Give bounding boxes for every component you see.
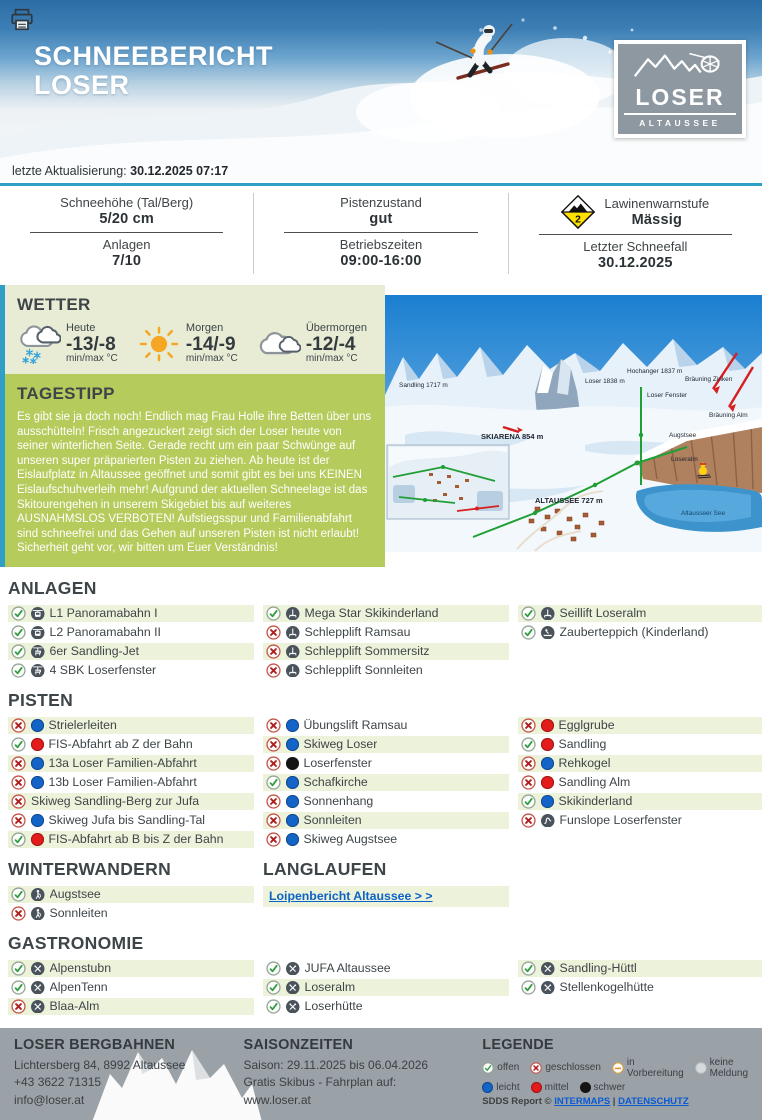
legend-title: LEGENDE	[482, 1036, 554, 1053]
closed-icon	[266, 737, 281, 752]
tagestipp-text: Es gibt sie ja doch noch! Endlich mag Frau Holle ihre Betten über uns ausschütteln! Frisch angezuckert zeigt sich der Loser heute von seiner winterlichen Seite. Gerade recht um ein paar Schwünge auf unseren super präparierten Pisten zu ziehen. Ab heute ist der Eislaufplatz in Altaussee geöffnet und somit gibt es bei uns KEINEN Eislaufschuhverleih mehr! Aufgrund der aktuellen Schneelage ist das Skitourengehen in unserem Skigebiet bis auf weiteres AUSNAHMSLOS VERBOTEN! Aufstiegsspur und Familienabfahrt sind schneefrei und das Gehen auf unseren Pisten ist nicht erlaubt! Sicherheit geht vor, wir bitten um Euer Verständnis!	[17, 410, 372, 555]
forecast-day-label: Morgen	[185, 322, 224, 334]
slope-row	[8, 736, 254, 753]
lift-name: Mega Star Skikinderland	[304, 606, 439, 621]
closed-icon	[11, 794, 26, 809]
difficulty-dot	[286, 738, 299, 751]
forecast-item	[137, 323, 238, 365]
ski-map	[385, 295, 762, 567]
logo-mountain-gondola-icon	[632, 48, 728, 80]
closed-icon	[11, 718, 26, 733]
legend-item	[612, 1057, 684, 1079]
forecast-temperature: -12/-4	[305, 333, 356, 355]
lift-name: Schlepplift Sommersitz	[304, 644, 430, 659]
map-label-altaussee: ALTAUSSEE 727 m	[535, 496, 603, 505]
chairlift-icon	[31, 664, 45, 678]
difficulty-dot	[31, 719, 44, 732]
difficulty-dot	[541, 719, 554, 732]
slope-name: Sonnleiten	[303, 813, 362, 828]
legend-item	[531, 1082, 569, 1093]
slope-condition-value: gut	[369, 211, 393, 227]
difficulty-dot	[286, 719, 299, 732]
open-icon	[11, 980, 26, 995]
difficulty-dot	[286, 776, 299, 789]
food-icon	[541, 962, 555, 976]
tagestipp-panel	[5, 374, 385, 567]
sun-icon	[137, 324, 181, 364]
legend-difficulty-row	[482, 1082, 748, 1093]
info-bar	[0, 186, 762, 283]
trail-row	[8, 886, 254, 903]
restaurant-row	[8, 960, 254, 977]
open-icon	[266, 980, 281, 995]
lift-name: L1 Panoramabahn I	[49, 606, 158, 621]
legend-item	[580, 1082, 626, 1093]
open-icon	[11, 663, 26, 678]
slope-name: Skiweg Jufa bis Sandling-Tal	[48, 813, 206, 828]
lift-name: Seillift Loseralm	[559, 606, 647, 621]
restaurant-name: Stellenkogelhütte	[559, 980, 654, 995]
food-icon	[286, 962, 300, 976]
closed-icon	[521, 813, 536, 828]
forecast-temperature: -13/-8	[66, 333, 116, 355]
open-icon	[521, 606, 536, 621]
closed-icon	[266, 756, 281, 771]
slope-name: Sonnenhang	[303, 794, 374, 809]
map-label-loser: Loser 1838 m	[585, 378, 625, 385]
company-title: LOSER BERGBAHNEN	[14, 1036, 176, 1053]
map-label-braeuning-zinken: Bräuning Zinken	[685, 376, 733, 383]
slope-name: Schafkirche	[303, 775, 368, 790]
forecast-day-label: Übermorgen	[305, 322, 367, 334]
lift-name: Schlepplift Sonnleiten	[304, 663, 423, 678]
footer-credits: SDDS Report © INTERMAPS | DATENSCHUTZ	[482, 1095, 689, 1107]
closed-icon	[266, 794, 281, 809]
difficulty-dot	[286, 814, 299, 827]
datenschutz-link[interactable]: DATENSCHUTZ	[618, 1095, 689, 1107]
footer-season	[244, 1037, 483, 1109]
food-icon	[286, 981, 300, 995]
nomsg-icon	[695, 1062, 707, 1074]
weather-panel	[5, 285, 385, 374]
divider	[30, 232, 223, 233]
footer-legend	[482, 1037, 748, 1109]
lift-name: L2 Panoramabahn II	[49, 625, 161, 640]
slope-name: Skikinderland	[558, 794, 633, 809]
open-icon	[521, 961, 536, 976]
open-icon	[11, 832, 26, 847]
tbar-icon	[286, 645, 300, 659]
legend-label: leicht	[496, 1081, 520, 1093]
difficulty-dot	[541, 776, 554, 789]
legend-label: geschlossen	[545, 1062, 601, 1074]
title-line-2: LOSER	[34, 69, 130, 100]
closed-icon	[11, 906, 26, 921]
lift-name: Zauberteppich (Kinderland)	[559, 625, 709, 640]
slope-name: 13b Loser Familien-Abfahrt	[48, 775, 197, 790]
closed-icon	[11, 756, 26, 771]
info-col-avalanche	[508, 193, 762, 274]
map-label-loseralm: Loseralm	[671, 456, 698, 463]
last-updated: letzte Aktualisierung: 30.12.2025 07:17	[12, 164, 229, 178]
slope-row	[518, 774, 762, 791]
lifts-open-label: Anlagen	[102, 237, 151, 252]
left-column	[0, 285, 385, 567]
preparing-icon	[612, 1062, 624, 1074]
legend-label: in Vorbereitung	[626, 1056, 684, 1079]
company-email: info@loser.at	[14, 1092, 85, 1107]
title-line-1: SCHNEEBERICHT	[34, 41, 274, 71]
snow-depth-value: 5/20 cm	[99, 211, 154, 227]
difficulty-dot	[541, 795, 554, 808]
last-snowfall-value: 30.12.2025	[598, 255, 673, 271]
restaurant-name: Loseralm	[304, 980, 356, 995]
closed-icon	[266, 625, 281, 640]
lifts-open-value: 7/10	[112, 253, 142, 269]
slope-row	[8, 755, 254, 772]
slope-row	[263, 812, 509, 829]
closed-icon	[521, 775, 536, 790]
slope-name: Rehkogel	[558, 756, 611, 771]
page-title	[34, 42, 273, 100]
open-icon	[266, 961, 281, 976]
weather-title: WETTER	[17, 295, 91, 314]
divider	[284, 232, 477, 233]
avalanche-level-icon	[561, 195, 595, 229]
lift-row	[263, 605, 509, 622]
section-anlagen	[0, 578, 762, 679]
restaurant-row	[8, 998, 254, 1015]
season-skibus: Gratis Skibus - Fahrplan auf:	[243, 1075, 397, 1090]
closed-icon	[266, 644, 281, 659]
avalanche-label: Lawinenwarnstufe	[604, 196, 710, 211]
legend-item	[482, 1082, 519, 1093]
difficulty-dot	[31, 814, 44, 827]
map-label-braeuning-alm: Bräuning Alm	[709, 412, 748, 419]
slope-row	[263, 717, 509, 734]
slope-name: 13a Loser Familien-Abfahrt	[48, 756, 197, 771]
restaurant-name: AlpenTenn	[49, 980, 108, 995]
restaurant-name: Sandling-Hüttl	[559, 961, 637, 976]
winterwandern-block	[8, 848, 254, 922]
legend-label: offen	[497, 1062, 520, 1074]
difficulty-dot	[286, 833, 299, 846]
lift-row	[518, 624, 762, 641]
open-icon	[521, 980, 536, 995]
food-icon	[541, 981, 555, 995]
langlaufen-title: LANGLAUFEN	[263, 858, 387, 879]
difficulty-dot	[31, 738, 44, 751]
operating-hours-label: Betriebszeiten	[339, 237, 423, 252]
difficulty-dot	[580, 1082, 591, 1093]
tbar-icon	[286, 664, 300, 678]
closed-icon	[530, 1062, 542, 1074]
restaurant-row	[263, 960, 509, 977]
slope-row	[518, 812, 762, 829]
slope-row	[263, 736, 509, 753]
open-icon	[266, 999, 281, 1014]
tagestipp-title: TAGESTIPP	[17, 383, 115, 403]
difficulty-dot	[482, 1082, 493, 1093]
restaurant-name: Alpenstubn	[49, 961, 112, 976]
slope-name: FIS-Abfahrt ab B bis Z der Bahn	[48, 832, 224, 847]
company-phone: +43 3622 71315	[14, 1075, 102, 1090]
footer	[0, 1028, 762, 1120]
pisten-grid	[8, 717, 754, 848]
slope-row	[518, 793, 762, 810]
legend-label: keine Meldung	[709, 1056, 748, 1079]
funslope-icon	[541, 814, 555, 828]
slope-name: Loserfenster	[303, 756, 372, 771]
forecast-unit: min/max °C	[66, 353, 118, 365]
logo-subtitle: ALTAUSSEE	[624, 113, 736, 128]
loipenbericht-link[interactable]: Loipenbericht Altaussee > >	[269, 889, 433, 904]
closed-icon	[266, 813, 281, 828]
lift-row	[8, 643, 254, 660]
operating-hours-value: 09:00-16:00	[340, 253, 422, 269]
closed-icon	[521, 756, 536, 771]
restaurant-row	[518, 979, 762, 996]
difficulty-dot	[531, 1082, 542, 1093]
tbar-icon	[286, 626, 300, 640]
open-icon	[266, 775, 281, 790]
section-pisten	[0, 690, 762, 848]
forecast-item	[257, 323, 367, 365]
difficulty-dot	[31, 833, 44, 846]
difficulty-dot	[541, 738, 554, 751]
closed-icon	[521, 718, 536, 733]
trail-name: Sonnleiten	[49, 906, 108, 921]
restaurant-row	[263, 998, 509, 1015]
last-snowfall-label: Letzter Schneefall	[583, 239, 688, 254]
gondola-icon	[31, 607, 45, 621]
slope-row	[263, 755, 509, 772]
slope-row	[8, 717, 254, 734]
open-icon	[11, 606, 26, 621]
legend-item	[695, 1057, 748, 1079]
logo-name: LOSER	[635, 84, 725, 110]
slope-name: Strielerleiten	[48, 718, 117, 733]
forecast-day-label: Heute	[66, 322, 96, 334]
cloud-icon	[257, 324, 301, 364]
food-icon	[31, 981, 45, 995]
slope-name: Sandling Alm	[558, 775, 631, 790]
hiker-icon	[31, 907, 45, 921]
winterwandern-list	[8, 886, 254, 922]
open-icon	[521, 794, 536, 809]
difficulty-dot	[541, 757, 554, 770]
tbar-icon	[541, 607, 555, 621]
closed-icon	[266, 663, 281, 678]
info-col-slopes	[253, 193, 507, 274]
open-icon	[11, 737, 26, 752]
main-row	[0, 285, 762, 567]
legend-item	[530, 1062, 601, 1074]
open-icon	[482, 1062, 494, 1074]
gastronomie-title: GASTRONOMIE	[8, 932, 144, 953]
slope-row	[8, 812, 254, 829]
lift-name: 6er Sandling-Jet	[49, 644, 140, 659]
lift-row	[8, 624, 254, 641]
season-dates: Saison: 29.11.2025 bis 06.04.2026	[243, 1057, 429, 1072]
map-label-lake: Altausseer See	[681, 510, 726, 517]
slope-row	[8, 774, 254, 791]
food-icon	[286, 1000, 300, 1014]
slope-name: Egglgrube	[558, 718, 615, 733]
open-icon	[266, 606, 281, 621]
print-button[interactable]	[9, 8, 35, 32]
lift-row	[263, 643, 509, 660]
ski-map-image	[385, 295, 762, 552]
open-icon	[11, 961, 26, 976]
slope-name: Sandling	[558, 737, 607, 752]
legend-item	[482, 1062, 519, 1074]
closed-icon	[11, 813, 26, 828]
slope-row	[263, 793, 509, 810]
printer-icon	[9, 8, 35, 32]
closed-icon	[266, 718, 281, 733]
slope-row	[8, 793, 254, 810]
slope-name: FIS-Abfahrt ab Z der Bahn	[48, 737, 193, 752]
slope-condition-label: Pistenzustand	[340, 195, 422, 210]
trail-row	[8, 905, 254, 922]
forecast-unit: min/max °C	[305, 353, 358, 365]
anlagen-grid	[8, 605, 754, 679]
forecast-temperature: -14/-9	[185, 333, 236, 355]
slope-name: Übungslift Ramsau	[303, 718, 408, 733]
header-hero	[0, 0, 762, 186]
restaurant-row	[518, 960, 762, 977]
slope-row	[518, 755, 762, 772]
difficulty-dot	[31, 776, 44, 789]
winterwandern-title: WINTERWANDERN	[8, 858, 172, 879]
trail-name: Augstsee	[49, 887, 101, 902]
food-icon	[31, 1000, 45, 1014]
hiker-icon	[31, 888, 45, 902]
difficulty-dot	[31, 757, 44, 770]
avalanche-value: Mässig	[631, 212, 682, 228]
slope-name: Skiweg Loser	[303, 737, 378, 752]
open-icon	[11, 644, 26, 659]
forecast-row	[17, 321, 373, 365]
open-icon	[521, 625, 536, 640]
map-label-augstsee: Augstsee	[669, 432, 697, 439]
slope-name: Skiweg Sandling-Berg zur Jufa	[31, 794, 200, 809]
map-label-sandling: Sandling 1717 m	[399, 382, 448, 389]
closed-icon	[266, 832, 281, 847]
info-col-snow	[0, 193, 253, 274]
difficulty-dot	[286, 757, 299, 770]
last-updated-value: 30.12.2025 07:17	[130, 164, 229, 178]
gastronomie-grid	[8, 960, 754, 1015]
slope-row	[263, 774, 509, 791]
loser-altaussee-logo	[614, 40, 746, 138]
closed-icon	[11, 999, 26, 1014]
lift-row	[263, 662, 509, 679]
restaurant-name: JUFA Altaussee	[304, 961, 391, 976]
slope-row	[8, 831, 254, 848]
season-title: SAISONZEITEN	[243, 1036, 354, 1053]
lift-row	[8, 662, 254, 679]
carpet-icon	[541, 626, 555, 640]
forecast-item	[17, 323, 118, 365]
legend-label: schwer	[593, 1081, 626, 1093]
lift-row	[8, 605, 254, 622]
restaurant-name: Blaa-Alm	[49, 999, 100, 1014]
map-label-skiarena: SKIARENA 854 m	[481, 432, 544, 441]
section-winterwandern-langlaufen	[0, 848, 762, 922]
snow-depth-label: Schneehöhe (Tal/Berg)	[60, 195, 194, 210]
lift-name: Schlepplift Ramsau	[304, 625, 411, 640]
open-icon	[11, 887, 26, 902]
restaurant-row	[263, 979, 509, 996]
anlagen-title: ANLAGEN	[8, 577, 97, 598]
slope-name: Funslope Loserfenster	[559, 813, 682, 828]
map-label-loserfenster: Loser Fenster	[647, 392, 688, 399]
pisten-title: PISTEN	[8, 689, 74, 710]
divider	[539, 234, 732, 235]
chairlift-icon	[31, 645, 45, 659]
intermaps-link[interactable]: INTERMAPS	[554, 1095, 611, 1107]
slope-row	[518, 736, 762, 753]
lift-name: 4 SBK Loserfenster	[49, 663, 157, 678]
slope-name: Skiweg Augstsee	[303, 832, 398, 847]
food-icon	[31, 962, 45, 976]
slope-row	[518, 717, 762, 734]
restaurant-name: Loserhütte	[304, 999, 363, 1014]
footer-company	[14, 1037, 244, 1109]
open-icon	[521, 737, 536, 752]
forecast-unit: min/max °C	[185, 353, 238, 365]
map-label-hochanger: Hochanger 1837 m	[627, 368, 683, 375]
langlaufen-block	[263, 848, 509, 922]
svg-text:2: 2	[575, 214, 582, 226]
section-gastronomie	[0, 933, 762, 1015]
loipenbericht-row	[263, 886, 509, 907]
lift-row	[263, 624, 509, 641]
open-icon	[11, 625, 26, 640]
gondola-icon	[31, 626, 45, 640]
snow-cloud-icon	[17, 324, 61, 364]
restaurant-row	[8, 979, 254, 996]
tbar-icon	[286, 607, 300, 621]
company-address: Lichtersberg 84, 8992 Altaussee	[14, 1057, 186, 1072]
legend-status-row	[482, 1057, 748, 1079]
difficulty-dot	[286, 795, 299, 808]
lift-row	[518, 605, 762, 622]
slope-row	[263, 831, 509, 848]
season-website: www.loser.at	[243, 1092, 311, 1107]
legend-label: mittel	[544, 1081, 569, 1093]
closed-icon	[11, 775, 26, 790]
